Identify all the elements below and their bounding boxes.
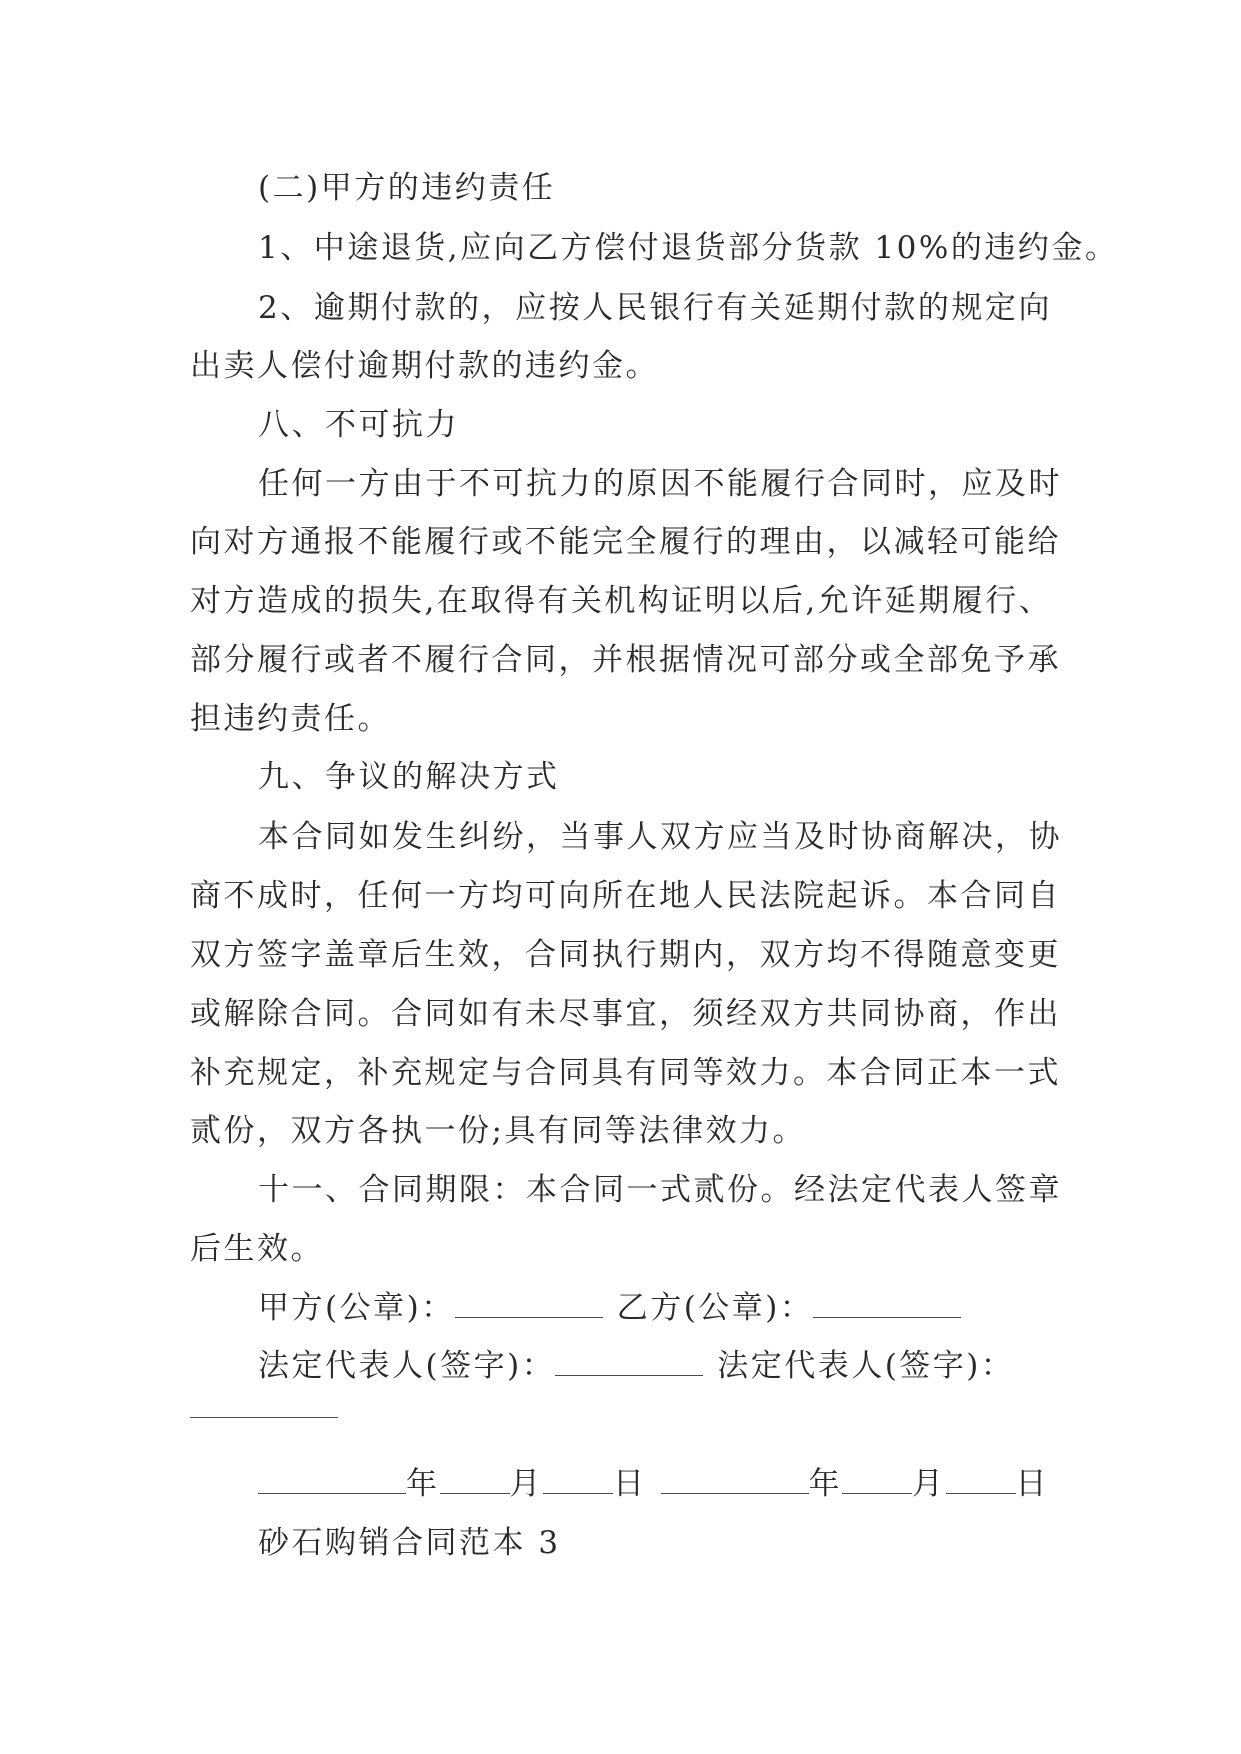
month-label: 月 — [912, 1466, 946, 1502]
paragraph-line: 担违约责任。 — [190, 701, 391, 737]
paragraph-line: 向对方通报不能履行或不能完全履行的理由，以减轻可能给 — [190, 524, 1061, 560]
seal-line — [258, 1288, 1120, 1328]
paragraph-line: 任何一方由于不可抗力的原因不能履行合同时，应及时 — [258, 466, 1062, 502]
paragraph-line: 出卖人偿付逾期付款的违约金。 — [190, 348, 659, 384]
party-b-day-blank — [946, 1469, 1016, 1494]
section-heading-force-majeure: 八、不可抗力 — [258, 407, 459, 443]
party-a-seal-blank — [455, 1293, 603, 1318]
year-label: 年 — [406, 1466, 440, 1502]
party-a-month-blank — [440, 1469, 510, 1494]
section-heading-dispute-resolution: 九、争议的解决方式 — [258, 759, 560, 795]
paragraph-line: 本合同如发生纠纷，当事人双方应当及时协商解决，协 — [258, 819, 1062, 855]
party-b-seal-blank — [813, 1293, 961, 1318]
paragraph-line: 贰份，双方各执一份;具有同等法律效力。 — [190, 1113, 806, 1149]
party-a-year-blank — [258, 1469, 406, 1494]
representative-line — [258, 1346, 1120, 1386]
party-a-day-blank — [543, 1469, 613, 1494]
party-b-rep-label: 法定代表人(签字)： — [717, 1348, 1015, 1384]
party-a-rep-label: 法定代表人(签字)： — [258, 1348, 556, 1384]
paragraph-line: 双方签字盖章后生效，合同执行期内，双方均不得随意变更 — [190, 937, 1061, 973]
day-label: 日 — [613, 1466, 647, 1502]
paragraph-line: 补充规定，补充规定与合同具有同等效力。本合同正本一式 — [190, 1055, 1061, 1091]
paragraph-line: 或解除合同。合同如有未尽事宜，须经双方共同协商，作出 — [190, 996, 1061, 1032]
section-heading-contract-term: 十一、合同期限：本合同一式贰份。经法定代表人签章 — [258, 1172, 1062, 1208]
paragraph-line: 2、逾期付款的，应按人民银行有关延期付款的规定向 — [258, 290, 1052, 326]
month-label: 月 — [509, 1466, 543, 1502]
party-a-rep-blank — [555, 1351, 703, 1376]
next-section-title: 砂石购销合同范本 3 — [258, 1525, 561, 1561]
party-b-seal-label: 乙方(公章)： — [616, 1290, 814, 1326]
section-heading-party-a-liability: (二)甲方的违约责任 — [258, 170, 556, 206]
paragraph-line: 商不成时，任何一方均可向所在地人民法院起诉。本合同自 — [190, 878, 1061, 914]
day-label: 日 — [1015, 1466, 1049, 1502]
date-line — [258, 1464, 1120, 1504]
party-b-rep-blank — [190, 1417, 338, 1418]
party-b-year-blank — [661, 1469, 809, 1494]
paragraph-line: 对方造成的损失,在取得有关机构证明以后,允许延期履行、 — [190, 583, 1053, 619]
party-b-month-blank — [842, 1469, 912, 1494]
paragraph-line: 1、中途退货,应向乙方偿付退货部分货款 10%的违约金。 — [258, 230, 1119, 266]
party-a-seal-label: 甲方(公章)： — [258, 1290, 455, 1326]
paragraph-line: 部分履行或者不履行合同，并根据情况可部分或全部免予承 — [190, 642, 1061, 678]
year-label: 年 — [808, 1466, 842, 1502]
paragraph-line: 后生效。 — [190, 1231, 324, 1267]
